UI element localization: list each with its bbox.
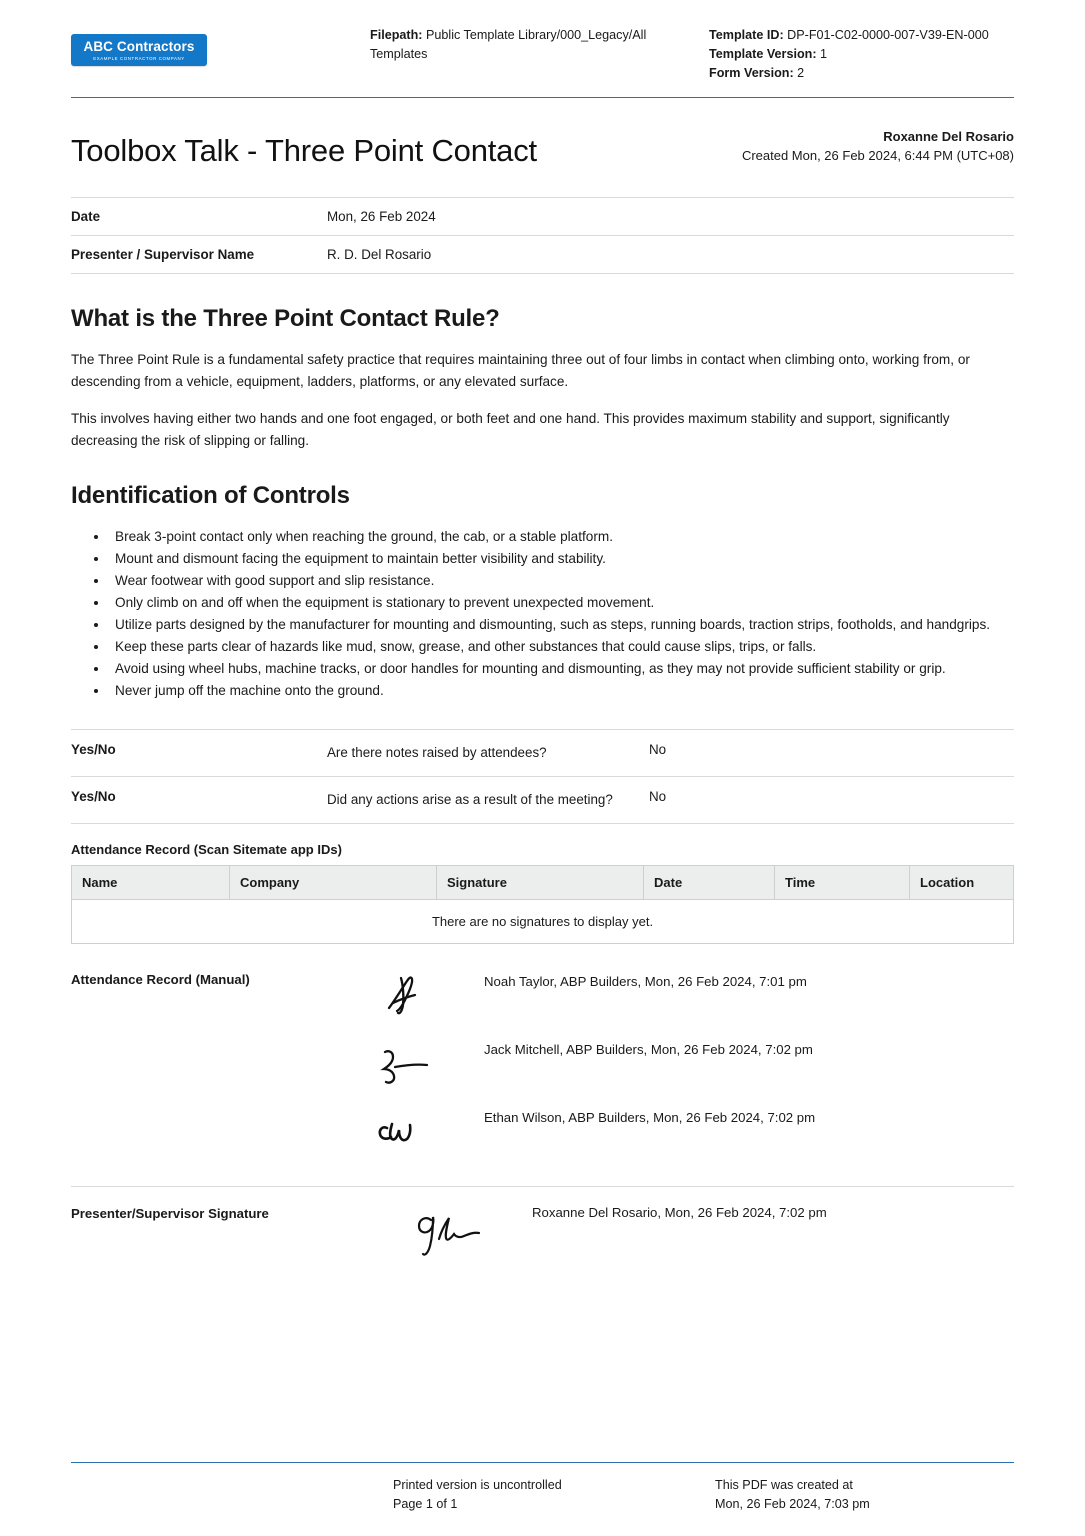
column-header-signature: Signature <box>437 865 644 899</box>
column-header-date: Date <box>644 865 775 899</box>
field-label-date: Date <box>71 209 101 224</box>
list-item: • Wear footwear with good support and slip resistance. <box>109 570 1014 592</box>
question-text-actions: Did any actions arise as a result of the meeting? <box>327 791 613 807</box>
attendance-empty-message: There are no signatures to display yet. <box>72 899 1014 943</box>
footer-uncontrolled-note: Printed version is uncontrolled <box>393 1478 562 1492</box>
footer-left <box>393 1476 715 1514</box>
presenter-signature-value: Roxanne Del Rosario, Mon, 26 Feb 2024, 7:02 pm <box>532 1204 827 1220</box>
logo-sub-text: EXAMPLE CONTRACTOR COMPANY <box>93 55 185 61</box>
question-label-notes: Yes/No <box>71 741 116 757</box>
section-title-rule: What is the Three Point Contact Rule? <box>71 305 500 332</box>
form-version-value: 2 <box>793 66 805 80</box>
footer-columns <box>71 1476 1014 1514</box>
section-paragraph-1: The Three Point Rule is a fundamental safety practice that requires maintaining three out of four limbs in contact when climbing onto, working from, or descending from a vehicle, equipment, ladders, platforms, or any elevated surface. <box>71 352 970 389</box>
question-text-notes: Are there notes raised by attendees? <box>327 744 547 760</box>
list-item: • Keep these parts clear of hazards like mud, snow, grease, and other substances that could cause slips, trips, or falls. <box>109 636 1014 658</box>
attendance-manual-label: Attendance Record (Manual) <box>71 971 250 987</box>
question-label-actions: Yes/No <box>71 788 116 804</box>
question-answer-actions: No <box>649 788 667 804</box>
section-paragraph-2: This involves having either two hands and one foot engaged, or both feet and one hand. This provides maximum stability and support, significantly decreasing the risk of slipping or falling. <box>71 411 950 448</box>
template-version-label: Template Version: <box>709 47 817 61</box>
header-divider <box>71 97 1014 98</box>
footer-right <box>715 1476 1014 1514</box>
list-item <box>327 1106 1014 1168</box>
attendance-scan-heading: Attendance Record (Scan Sitemate app IDs) <box>71 841 342 857</box>
signature-ethan-wilson <box>327 1106 484 1160</box>
signature-icon <box>327 1204 532 1264</box>
logo-main-text: ABC Contractors <box>83 38 195 54</box>
list-item: • Mount and dismount facing the equipment to maintain better visibility and stability. <box>109 548 1014 570</box>
controls-list <box>71 526 1014 702</box>
list-item: • Avoid using wheel hubs, machine tracks, or door handles for mounting and dismounting, as they may not provide sufficient stability or grip. <box>109 658 1014 680</box>
field-row-date <box>71 197 1014 236</box>
signature-jack-mitchell <box>327 1038 484 1092</box>
signature-noah-taylor <box>327 970 484 1024</box>
signature-icon <box>327 1106 484 1160</box>
attendee-entry: Noah Taylor, ABP Builders, Mon, 26 Feb 2024, 7:01 pm <box>484 973 807 989</box>
template-id-value: DP-F01-C02-0000-007-V39-EN-000 <box>783 28 989 42</box>
presenter-signature-label: Presenter/Supervisor Signature <box>71 1205 269 1221</box>
attendance-manual-list <box>327 970 1014 1174</box>
template-id-label: Template ID: <box>709 28 784 42</box>
signature-icon <box>327 970 484 1024</box>
signature-icon <box>327 1038 484 1092</box>
page-title: Toolbox Talk - Three Point Contact <box>71 133 537 168</box>
question-row-notes <box>71 729 1014 776</box>
title-block <box>71 127 1014 169</box>
question-row-actions <box>71 776 1014 824</box>
signature-roxanne-del-rosario <box>327 1204 532 1264</box>
template-id-row <box>709 26 1014 45</box>
list-item: • Only climb on and off when the equipment is stationary to prevent unexpected movement. <box>109 592 1014 614</box>
template-version-value: 1 <box>816 47 828 61</box>
column-header-time: Time <box>775 865 910 899</box>
list-item <box>327 970 1014 1032</box>
column-header-company: Company <box>230 865 437 899</box>
document-header <box>71 22 1014 97</box>
list-item: • Break 3-point contact only when reaching the ground, the cab, or a stable platform. <box>109 526 1014 548</box>
created-timestamp: Created Mon, 26 Feb 2024, 6:44 PM (UTC+08) <box>741 148 1014 163</box>
field-label-presenter: Presenter / Supervisor Name <box>71 247 255 262</box>
footer-divider <box>71 1462 1014 1463</box>
table-row <box>72 899 1014 943</box>
table-header-row <box>72 865 1014 899</box>
filepath-block <box>310 22 670 64</box>
author-block <box>742 127 1014 169</box>
company-logo <box>71 34 207 66</box>
filepath-label: Filepath: <box>370 28 423 42</box>
filepath-value: Public Template Library/000_Legacy/All Templates <box>370 28 647 61</box>
attendance-manual-block <box>71 970 1014 1174</box>
presenter-signature-block <box>71 1186 1014 1264</box>
column-header-name: Name <box>72 865 230 899</box>
attendee-entry: Jack Mitchell, ABP Builders, Mon, 26 Feb 2024, 7:02 pm <box>484 1041 813 1057</box>
field-value-date: Mon, 26 Feb 2024 <box>327 209 436 224</box>
questions-block <box>71 729 1014 824</box>
question-answer-notes: No <box>649 741 667 757</box>
section-title-controls: Identification of Controls <box>71 482 350 509</box>
attendee-entry: Ethan Wilson, ABP Builders, Mon, 26 Feb 2024, 7:02 pm <box>484 1109 816 1125</box>
list-item: • Utilize parts designed by the manufacturer for mounting and dismounting, such as steps, running boards, traction strips, footholds, and handgrips. <box>109 614 1014 636</box>
template-info-block <box>709 22 1014 83</box>
document-footer <box>71 1462 1014 1514</box>
footer-pdf-created-time: Mon, 26 Feb 2024, 7:03 pm <box>715 1497 870 1511</box>
footer-page-number: Page 1 of 1 <box>393 1497 458 1511</box>
list-item: • Never jump off the machine onto the ground. <box>109 680 1014 702</box>
form-version-row <box>709 64 1014 83</box>
list-item <box>327 1038 1014 1100</box>
column-header-location: Location <box>910 865 1014 899</box>
attendance-scan-table <box>71 865 1014 944</box>
field-row-presenter <box>71 236 1014 274</box>
field-value-presenter: R. D. Del Rosario <box>327 247 432 262</box>
form-version-label: Form Version: <box>709 66 794 80</box>
template-version-row <box>709 45 1014 64</box>
footer-pdf-created-label: This PDF was created at <box>715 1478 853 1492</box>
author-name: Roxanne Del Rosario <box>883 129 1014 144</box>
logo-container <box>71 22 271 66</box>
